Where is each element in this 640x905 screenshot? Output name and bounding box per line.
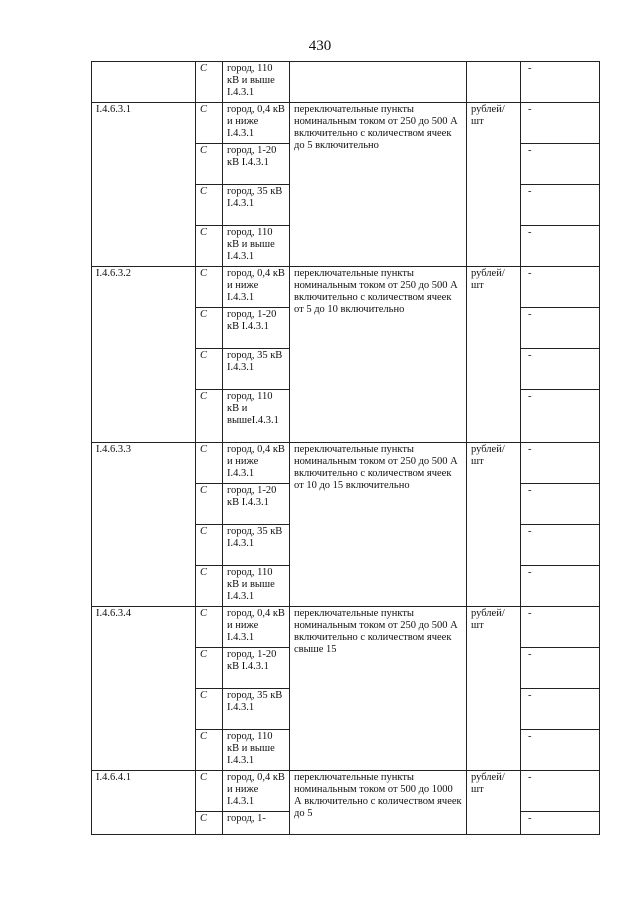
voltage-level: город, 110 кВ и выше I.4.3.1 — [223, 566, 290, 607]
unit-of-measure: рублей/шт — [467, 771, 521, 835]
item-code: I.4.6.3.2 — [92, 267, 196, 443]
price-value — [521, 525, 600, 566]
price-value — [521, 267, 600, 308]
table-row — [92, 267, 600, 308]
voltage-level: город, 1-20 кВ I.4.3.1 — [223, 308, 290, 349]
price-value-text: - — [528, 649, 532, 660]
voltage-level: город, 110 кВ и выше I.4.3.1 — [223, 730, 290, 771]
voltage-level: город, 35 кВ I.4.3.1 — [223, 525, 290, 566]
price-value-text: - — [528, 526, 532, 537]
category-letter: С — [196, 443, 223, 484]
category-letter: С — [196, 648, 223, 689]
category-letter: С — [196, 185, 223, 226]
category-letter: С — [196, 267, 223, 308]
price-value-text: - — [528, 186, 532, 197]
item-code: I.4.6.3.4 — [92, 607, 196, 771]
voltage-level: город, 35 кВ I.4.3.1 — [223, 689, 290, 730]
category-letter: С — [196, 62, 223, 103]
voltage-level: город, 0,4 кВ и ниже I.4.3.1 — [223, 443, 290, 484]
category-letter: С — [196, 226, 223, 267]
category-letter: С — [196, 390, 223, 443]
price-value — [521, 607, 600, 648]
page-number: 430 — [308, 38, 332, 54]
unit-of-measure: рублей/шт — [467, 103, 521, 267]
price-value — [521, 484, 600, 525]
price-value-text: - — [528, 608, 532, 619]
price-value-text: - — [528, 268, 532, 279]
category-letter: С — [196, 566, 223, 607]
category-letter: С — [196, 484, 223, 525]
table-row — [92, 103, 600, 144]
voltage-level: город, 0,4 кВ и ниже I.4.3.1 — [223, 607, 290, 648]
price-value-text: - — [528, 444, 532, 455]
item-description: переключательные пункты номинальным током от 250 до 500 А включительно с количеством ячеек от 10 до 15 включительно — [290, 443, 467, 607]
voltage-level: город, 110 кВ и выше I.4.3.1 — [223, 62, 290, 103]
price-value — [521, 390, 600, 443]
voltage-level: город, 35 кВ I.4.3.1 — [223, 185, 290, 226]
price-value-text: - — [528, 227, 532, 238]
price-value — [521, 185, 600, 226]
price-value — [521, 103, 600, 144]
price-value-text: - — [528, 772, 532, 783]
voltage-level: город, 1-20 кВ I.4.3.1 — [223, 484, 290, 525]
table-row — [92, 771, 600, 812]
price-value — [521, 144, 600, 185]
price-value-text: - — [528, 104, 532, 115]
price-value — [521, 443, 600, 484]
table-row — [92, 607, 600, 648]
category-letter: С — [196, 689, 223, 730]
tariff-table — [91, 61, 600, 835]
price-value-text: - — [528, 731, 532, 742]
price-value-text: - — [528, 485, 532, 496]
item-description: переключательные пункты номинальным током от 250 до 500 А включительно с количеством ячеек от 5 до 10 включительно — [290, 267, 467, 443]
item-description — [290, 62, 467, 103]
item-code: I.4.6.3.1 — [92, 103, 196, 267]
unit-of-measure: рублей/шт — [467, 267, 521, 443]
table-body — [92, 62, 600, 835]
voltage-level: город, 0,4 кВ и ниже I.4.3.1 — [223, 771, 290, 812]
price-value — [521, 771, 600, 812]
category-letter: С — [196, 525, 223, 566]
category-letter: С — [196, 144, 223, 185]
category-letter: С — [196, 103, 223, 144]
voltage-level: город, 35 кВ I.4.3.1 — [223, 349, 290, 390]
price-value — [521, 648, 600, 689]
voltage-level: город, 1-20 кВ I.4.3.1 — [223, 648, 290, 689]
voltage-level: город, 0,4 кВ и ниже I.4.3.1 — [223, 103, 290, 144]
price-value-text: - — [528, 350, 532, 361]
category-letter: С — [196, 308, 223, 349]
voltage-level: город, 1-20 кВ I.4.3.1 — [223, 144, 290, 185]
price-value-text: - — [528, 309, 532, 320]
unit-of-measure — [467, 62, 521, 103]
price-value-text: - — [528, 391, 532, 402]
price-value — [521, 689, 600, 730]
voltage-level: город, 1- — [223, 812, 290, 835]
price-value-text: - — [528, 63, 532, 74]
category-letter: С — [196, 349, 223, 390]
item-description: переключательные пункты номинальным током от 250 до 500 А включительно с количеством ячеек свыше 15 — [290, 607, 467, 771]
category-letter: С — [196, 607, 223, 648]
category-letter: С — [196, 812, 223, 835]
voltage-level: город, 110 кВ и вышеI.4.3.1 — [223, 390, 290, 443]
price-value — [521, 349, 600, 390]
price-value-text: - — [528, 813, 532, 824]
item-code: I.4.6.4.1 — [92, 771, 196, 835]
item-code: I.4.6.3.3 — [92, 443, 196, 607]
voltage-level: город, 110 кВ и выше I.4.3.1 — [223, 226, 290, 267]
price-value — [521, 226, 600, 267]
item-code — [92, 62, 196, 103]
price-value — [521, 62, 600, 103]
category-letter: С — [196, 771, 223, 812]
table-row — [92, 62, 600, 103]
price-value — [521, 730, 600, 771]
item-description: переключательные пункты номинальным током от 250 до 500 А включительно с количеством ячеек до 5 включительно — [290, 103, 467, 267]
unit-of-measure: рублей/шт — [467, 607, 521, 771]
table-row — [92, 443, 600, 484]
price-value-text: - — [528, 567, 532, 578]
unit-of-measure: рублей/шт — [467, 443, 521, 607]
category-letter: С — [196, 730, 223, 771]
price-value-text: - — [528, 690, 532, 701]
price-value-text: - — [528, 145, 532, 156]
price-value — [521, 308, 600, 349]
price-value — [521, 566, 600, 607]
voltage-level: город, 0,4 кВ и ниже I.4.3.1 — [223, 267, 290, 308]
price-value — [521, 812, 600, 835]
item-description: переключательные пункты номинальным током от 500 до 1000 А включительно с количеством ячеек до 5 — [290, 771, 467, 835]
